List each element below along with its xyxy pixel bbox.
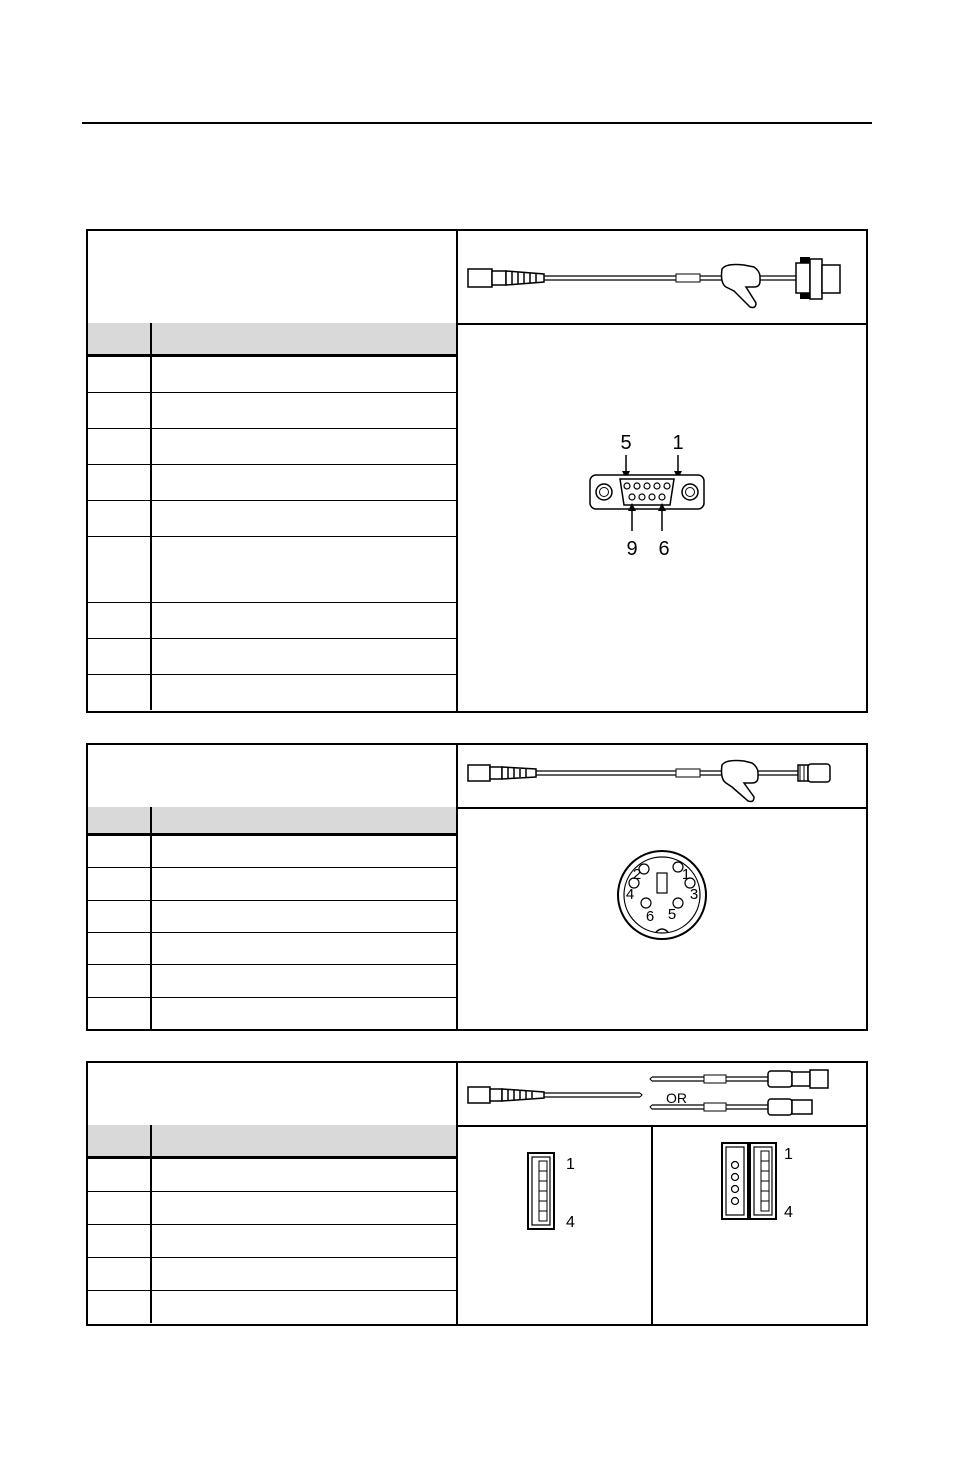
or-label: OR (666, 1090, 687, 1106)
section-divider (456, 745, 458, 1029)
pin-cell (88, 901, 152, 932)
pin-cell (88, 1192, 152, 1224)
pin-header (88, 807, 152, 833)
pin-label: 6 (645, 908, 655, 925)
signal-cell (156, 868, 456, 900)
rs232-cable-illustration (464, 241, 864, 313)
usb-a-connector-diagram (524, 1149, 604, 1235)
pin-label: 1 (566, 1156, 575, 1173)
signal-header (156, 323, 456, 354)
pin-cell (88, 357, 152, 392)
pin-label: 4 (784, 1204, 793, 1221)
signal-cell (156, 675, 456, 710)
header-rule (82, 122, 872, 124)
table-row (88, 536, 456, 602)
signal-cell (156, 1258, 456, 1290)
mini-din-connector-diagram (614, 847, 710, 943)
table-row (88, 1224, 456, 1257)
pin-cell (88, 501, 152, 536)
pin-label: 5 (667, 906, 677, 923)
pin-label: 1 (672, 432, 684, 454)
pin-label: 6 (658, 538, 670, 560)
table-row (88, 1191, 456, 1224)
pin-cell (88, 429, 152, 464)
db9-connector-diagram (588, 427, 728, 567)
signal-cell (156, 603, 456, 638)
signal-cell (156, 357, 456, 392)
table-header-row (88, 1125, 456, 1158)
pin-cell (88, 933, 152, 964)
pin-cell (88, 393, 152, 428)
pin-cell (88, 1291, 152, 1323)
pin-label: 1 (681, 866, 691, 883)
signal-cell (156, 465, 456, 500)
pin-cell (88, 965, 152, 997)
section-divider (456, 1063, 458, 1324)
usb-section (86, 1061, 868, 1326)
table-row (88, 602, 456, 638)
usb-cable-illustration (464, 1067, 864, 1123)
connector-divider (651, 1125, 653, 1324)
table-row (88, 835, 456, 867)
signal-cell (156, 1291, 456, 1323)
signal-cell (156, 901, 456, 932)
signal-header (156, 807, 456, 833)
signal-cell (156, 836, 456, 867)
table-header-row (88, 323, 456, 356)
table-row (88, 392, 456, 428)
table-row (88, 428, 456, 464)
section-divider (456, 231, 458, 711)
table-row (88, 997, 456, 1029)
table-row (88, 500, 456, 536)
pin-cell (88, 675, 152, 710)
signal-cell (156, 501, 456, 536)
pin-cell (88, 1225, 152, 1257)
pin-label: 4 (625, 886, 635, 903)
rs232-section (86, 229, 868, 713)
ps2-section (86, 743, 868, 1031)
table-row (88, 867, 456, 900)
ps2-cable-illustration (464, 751, 864, 805)
signal-cell (156, 1225, 456, 1257)
pin-header (88, 1125, 152, 1156)
pin-cell (88, 639, 152, 674)
signal-cell (156, 429, 456, 464)
signal-cell (156, 965, 456, 997)
pin-header (88, 323, 152, 354)
table-row (88, 356, 456, 392)
signal-cell (156, 393, 456, 428)
pin-cell (88, 836, 152, 867)
pin-label: 2 (632, 866, 642, 883)
signal-cell (156, 537, 456, 602)
table-row (88, 1257, 456, 1290)
table-row (88, 674, 456, 710)
signal-cell (156, 933, 456, 964)
signal-cell (156, 998, 456, 1029)
table-header-row (88, 807, 456, 835)
signal-cell (156, 1192, 456, 1224)
pin-cell (88, 537, 152, 602)
pin-cell (88, 1159, 152, 1191)
signal-header (156, 1125, 456, 1156)
signal-cell (156, 1159, 456, 1191)
usb-powered-connector-diagram (718, 1139, 818, 1225)
table-row (88, 964, 456, 997)
pin-label: 9 (626, 538, 638, 560)
table-row (88, 932, 456, 964)
pin-cell (88, 998, 152, 1029)
table-row (88, 1158, 456, 1191)
pin-cell (88, 465, 152, 500)
pin-label: 5 (620, 432, 632, 454)
pin-cell (88, 603, 152, 638)
pin-label: 3 (689, 886, 699, 903)
pin-cell (88, 868, 152, 900)
table-row (88, 638, 456, 674)
signal-cell (156, 639, 456, 674)
table-row (88, 900, 456, 932)
table-row (88, 1290, 456, 1323)
table-row (88, 464, 456, 500)
pin-cell (88, 1258, 152, 1290)
pin-label: 1 (784, 1146, 793, 1163)
pin-label: 4 (566, 1214, 575, 1231)
